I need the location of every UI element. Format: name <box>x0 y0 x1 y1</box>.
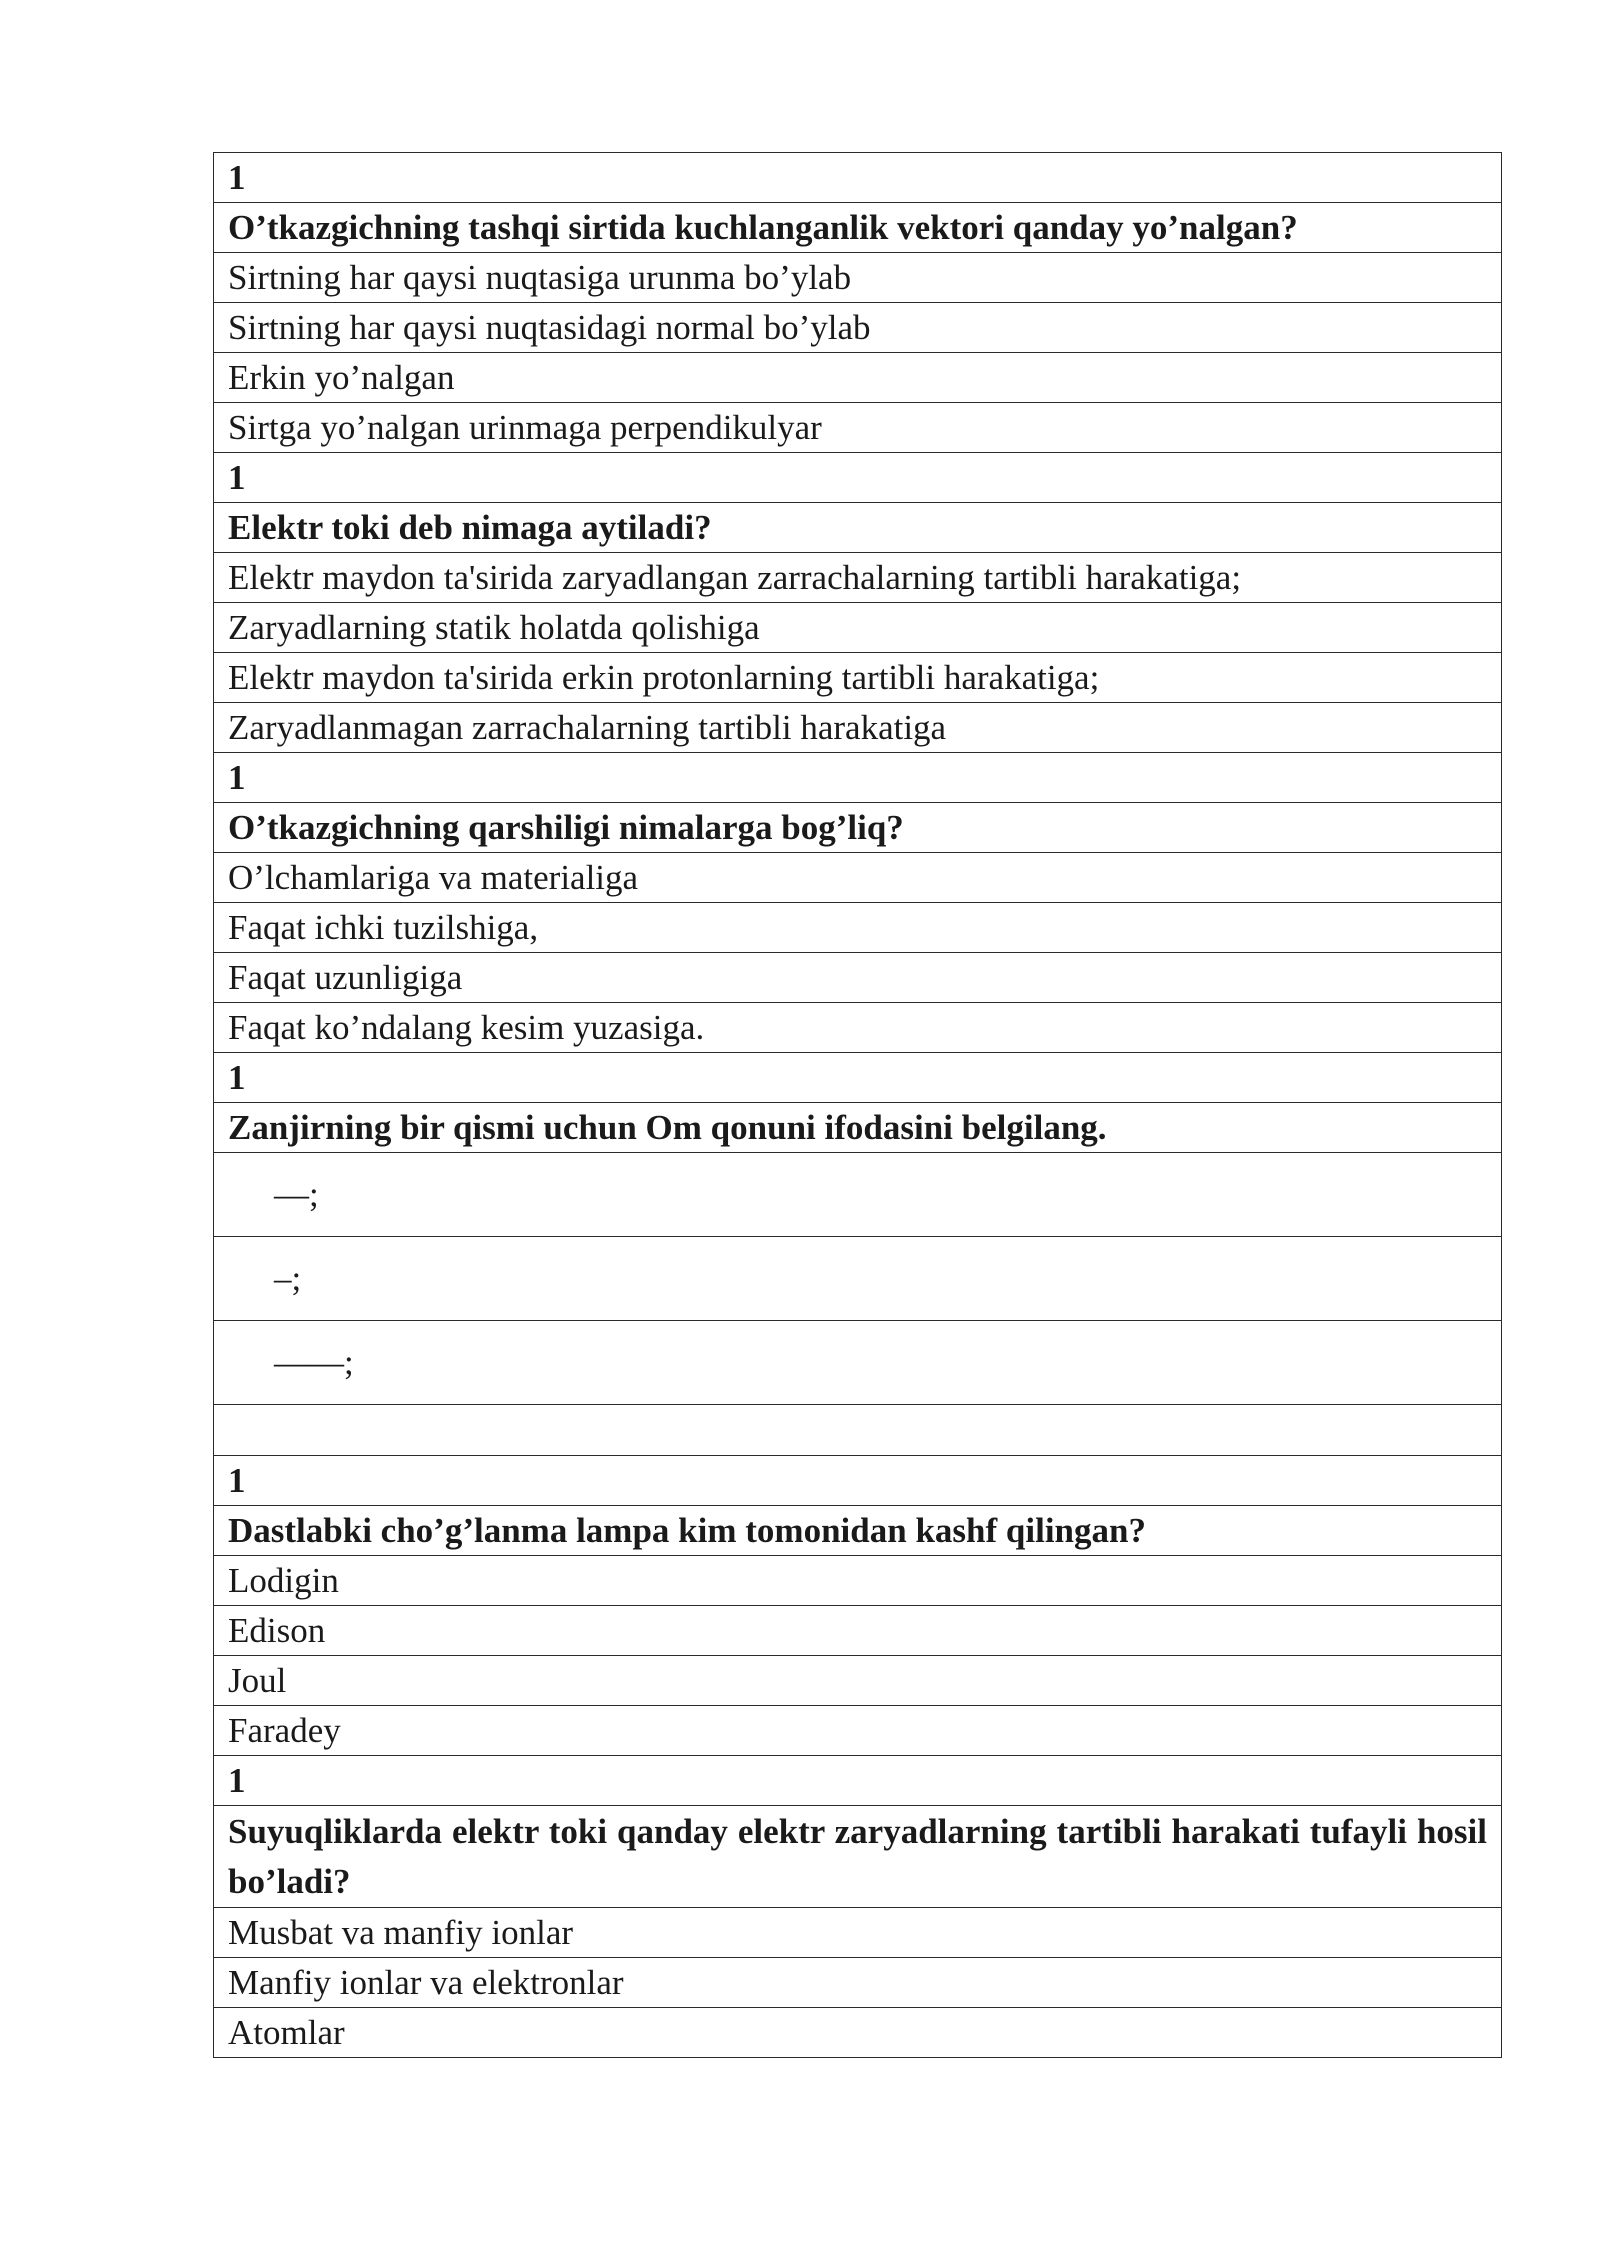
answer-row <box>214 1656 1502 1706</box>
question-row <box>214 803 1502 853</box>
question-number-row <box>214 153 1502 203</box>
question-number: 1 <box>214 453 1502 503</box>
question-text: O’tkazgichning tashqi sirtida kuchlanganlik vektori qanday yo’nalgan? <box>214 203 1502 253</box>
answer-option: Elektr maydon ta'sirida zaryadlangan zarrachalarning tartibli harakatiga; <box>214 553 1502 603</box>
answer-option: Atomlar <box>214 2008 1502 2058</box>
answer-option: Joul <box>214 1656 1502 1706</box>
answer-row <box>214 903 1502 953</box>
answer-option: Manfiy ionlar va elektronlar <box>214 1958 1502 2008</box>
question-row <box>214 1506 1502 1556</box>
question-number: 1 <box>214 1053 1502 1103</box>
question-text: Dastlabki cho’g’lanma lampa kim tomonidan kashf qilingan? <box>214 1506 1502 1556</box>
question-number: 1 <box>214 1756 1502 1806</box>
answer-row <box>214 353 1502 403</box>
answer-option: Erkin yo’nalgan <box>214 353 1502 403</box>
answer-row <box>214 1405 1502 1456</box>
answer-row <box>214 603 1502 653</box>
answer-row <box>214 1003 1502 1053</box>
answer-option: Faradey <box>214 1706 1502 1756</box>
answer-row <box>214 703 1502 753</box>
answer-row <box>214 1606 1502 1656</box>
quiz-table <box>213 152 1502 2058</box>
question-row <box>214 1806 1502 1908</box>
answer-row <box>214 653 1502 703</box>
question-number: 1 <box>214 753 1502 803</box>
formula-answer: ——; <box>214 1321 1502 1405</box>
answer-row <box>214 1908 1502 1958</box>
empty-answer <box>214 1405 1502 1456</box>
answer-row <box>214 853 1502 903</box>
answer-row <box>214 253 1502 303</box>
answer-row <box>214 1706 1502 1756</box>
answer-option: Zaryadlanmagan zarrachalarning tartibli harakatiga <box>214 703 1502 753</box>
question-row <box>214 203 1502 253</box>
question-row <box>214 503 1502 553</box>
question-text: Zanjirning bir qismi uchun Om qonuni ifodasini belgilang. <box>214 1103 1502 1153</box>
question-number: 1 <box>214 153 1502 203</box>
question-number-row <box>214 1456 1502 1506</box>
answer-option: Elektr maydon ta'sirida erkin protonlarning tartibli harakatiga; <box>214 653 1502 703</box>
answer-option: Sirtning har qaysi nuqtasiga urunma bo’ylab <box>214 253 1502 303</box>
answer-row <box>214 1958 1502 2008</box>
answer-option: Faqat ichki tuzilshiga, <box>214 903 1502 953</box>
answer-row <box>214 303 1502 353</box>
answer-option: Sirtning har qaysi nuqtasidagi normal bo’ylab <box>214 303 1502 353</box>
formula-answer: –; <box>214 1237 1502 1321</box>
question-number-row <box>214 453 1502 503</box>
answer-row <box>214 403 1502 453</box>
answer-row <box>214 953 1502 1003</box>
answer-option: Lodigin <box>214 1556 1502 1606</box>
answer-option: Musbat va manfiy ionlar <box>214 1908 1502 1958</box>
answer-row <box>214 553 1502 603</box>
answer-row <box>214 1237 1502 1321</box>
question-row <box>214 1103 1502 1153</box>
question-text: Suyuqliklarda elektr toki qanday elektr zaryadlarning tartibli harakati tufayli hosil bo’ladi? <box>214 1806 1502 1908</box>
question-number-row <box>214 1756 1502 1806</box>
question-number-row <box>214 753 1502 803</box>
answer-option: O’lchamlariga va materialiga <box>214 853 1502 903</box>
answer-row <box>214 2008 1502 2058</box>
question-number: 1 <box>214 1456 1502 1506</box>
formula-answer: —; <box>214 1153 1502 1237</box>
answer-option: Zaryadlarning statik holatda qolishiga <box>214 603 1502 653</box>
answer-row <box>214 1321 1502 1405</box>
question-text: O’tkazgichning qarshiligi nimalarga bog’liq? <box>214 803 1502 853</box>
answer-row <box>214 1153 1502 1237</box>
question-number-row <box>214 1053 1502 1103</box>
answer-row <box>214 1556 1502 1606</box>
answer-option: Faqat ko’ndalang kesim yuzasiga. <box>214 1003 1502 1053</box>
question-text: Elektr toki deb nimaga aytiladi? <box>214 503 1502 553</box>
answer-option: Edison <box>214 1606 1502 1656</box>
answer-option: Sirtga yo’nalgan urinmaga perpendikulyar <box>214 403 1502 453</box>
answer-option: Faqat uzunligiga <box>214 953 1502 1003</box>
